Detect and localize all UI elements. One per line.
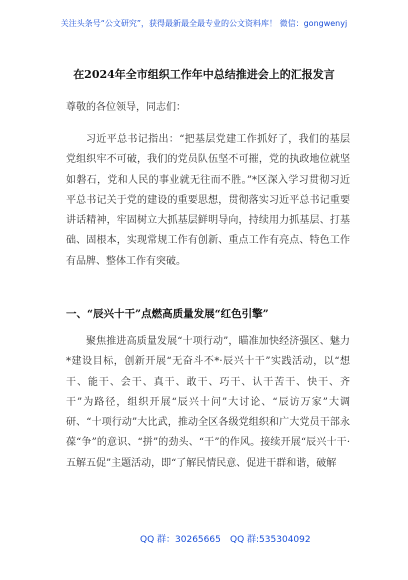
footer-qq-group-2: QQ 群:535304092 (230, 535, 311, 545)
header-banner: 关注头条号“公文研究”，获得最新最全最专业的公文资料库！ 微信：gongwenyj (60, 19, 348, 28)
footer-qq-group-1: QQ 群：30265665 (140, 535, 221, 545)
paragraph-intro: 习近平总书记指出：“把基层党建工作抓好了，我们的基层党组织牢不可破，我们的党员队伍坚不可摧，党的执政地位就坚如磐石，党和人民的事业就无往而不胜。”*区深入学习贯彻习近平总书记关于党的建设的重要思想，贯彻落实习近平总书记重要讲话精神，牢固树立大抓基层鲜明导向，持续用力抓基层、打基础、固根本，实现常规工作有创新、重点工作有亮点、特色工作有品牌、整体工作有突破。 (66, 134, 350, 267)
salutation: 尊敬的各位领导，同志们： (66, 102, 186, 113)
paragraph-section-1: 聚焦推进高质量发展“十项行动”，瞄准加快经济强区、魅力*建设目标，创新开展“无奋斗不*·辰兴十干”实践活动，以“想干、能干、会干、真干、敢干、巧干、认干苦干、快干、齐干”为路径，组织开展“辰兴十问”大讨论、“辰访万家”大调研、“十项行动”大比武，推动全区各级党组织和广大党员干部永葆“争”的意识、“拼”的劲头、“干”的作风。接续开展“辰兴十干·五解五促”主题活动，即“了解民情民意、促进干群和谐，破解 (66, 336, 350, 469)
section-heading-1: 一、“辰兴十干”点燃高质量发展“红色引擎” (66, 308, 269, 320)
document-title: 在2024年全市组织工作年中总结推进会上的汇报发言 (73, 68, 335, 81)
